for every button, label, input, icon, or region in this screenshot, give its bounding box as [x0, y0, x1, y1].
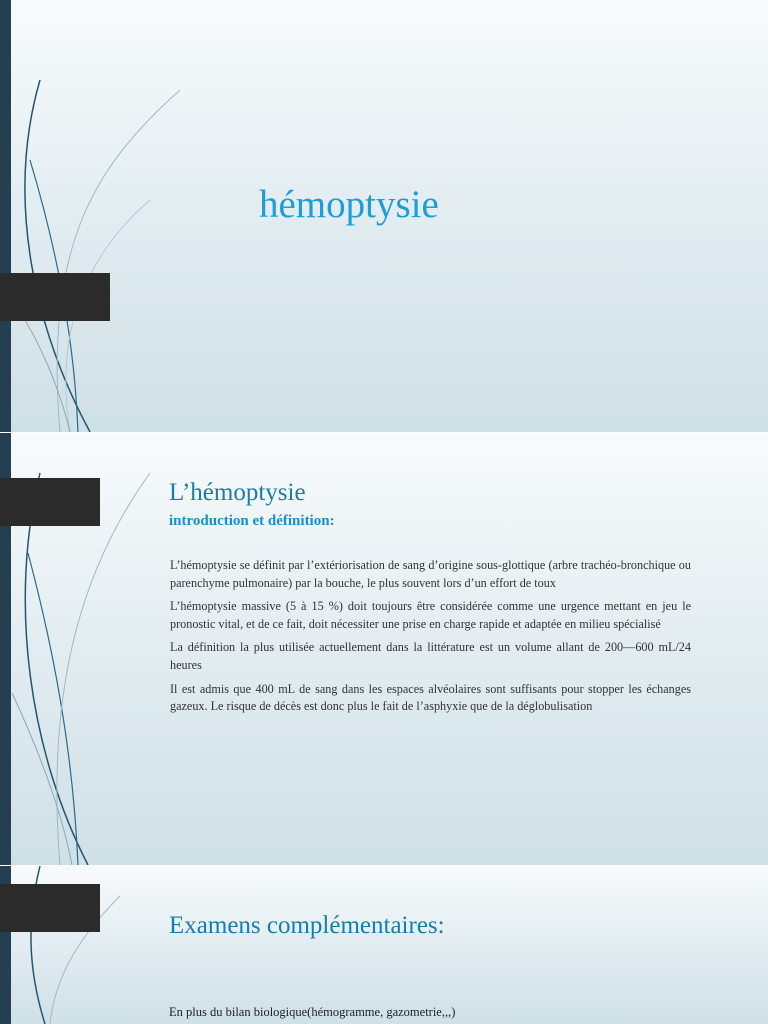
body-text: En plus du bilan biologique(hémogramme, gazometrie,,,)	[169, 1005, 456, 1019]
list-item: La définition la plus utilisée actuellement dans la littérature est un volume allant de 200—600 mL/24 heures	[170, 640, 691, 672]
arrow-tab-icon	[0, 478, 100, 526]
list-item: Il est admis que 400 mL de sang dans les espaces alvéolaires sont suffisants pour stopper les échanges gazeux. Le risque de décès est donc plus le fait de l’asphyxie que de la déglobulisation	[170, 681, 691, 714]
slide-examens	[0, 866, 768, 1024]
section-subheading: introduction et définition:	[169, 513, 335, 529]
bullet-list	[148, 557, 691, 722]
left-accent-bar	[0, 0, 11, 432]
arrow-tab-icon	[0, 273, 110, 321]
arrow-tab-icon	[0, 884, 100, 932]
list-item: L’hémoptysie se définit par l’extériorisation de sang d’origine sous-glottique (arbre trachéo-bronchique ou parenchyme pulmonaire) par la bouche, le plus souvent lors d’un effort de toux	[170, 558, 691, 590]
section-heading: Examens complémentaires:	[169, 912, 445, 939]
section-heading: L’hémoptysie	[169, 479, 306, 506]
decorative-curves	[0, 0, 200, 432]
slide-title-text: hémoptysie	[259, 183, 439, 226]
slide-title	[0, 0, 768, 432]
list-item: L’hémoptysie massive (5 à 15 %) doit toujours être considérée comme une urgence mettant en jeu le pronostic vital, et de ce fait, doit nécessiter une prise en charge rapide et adaptée en milieu spécialisé	[170, 599, 691, 631]
